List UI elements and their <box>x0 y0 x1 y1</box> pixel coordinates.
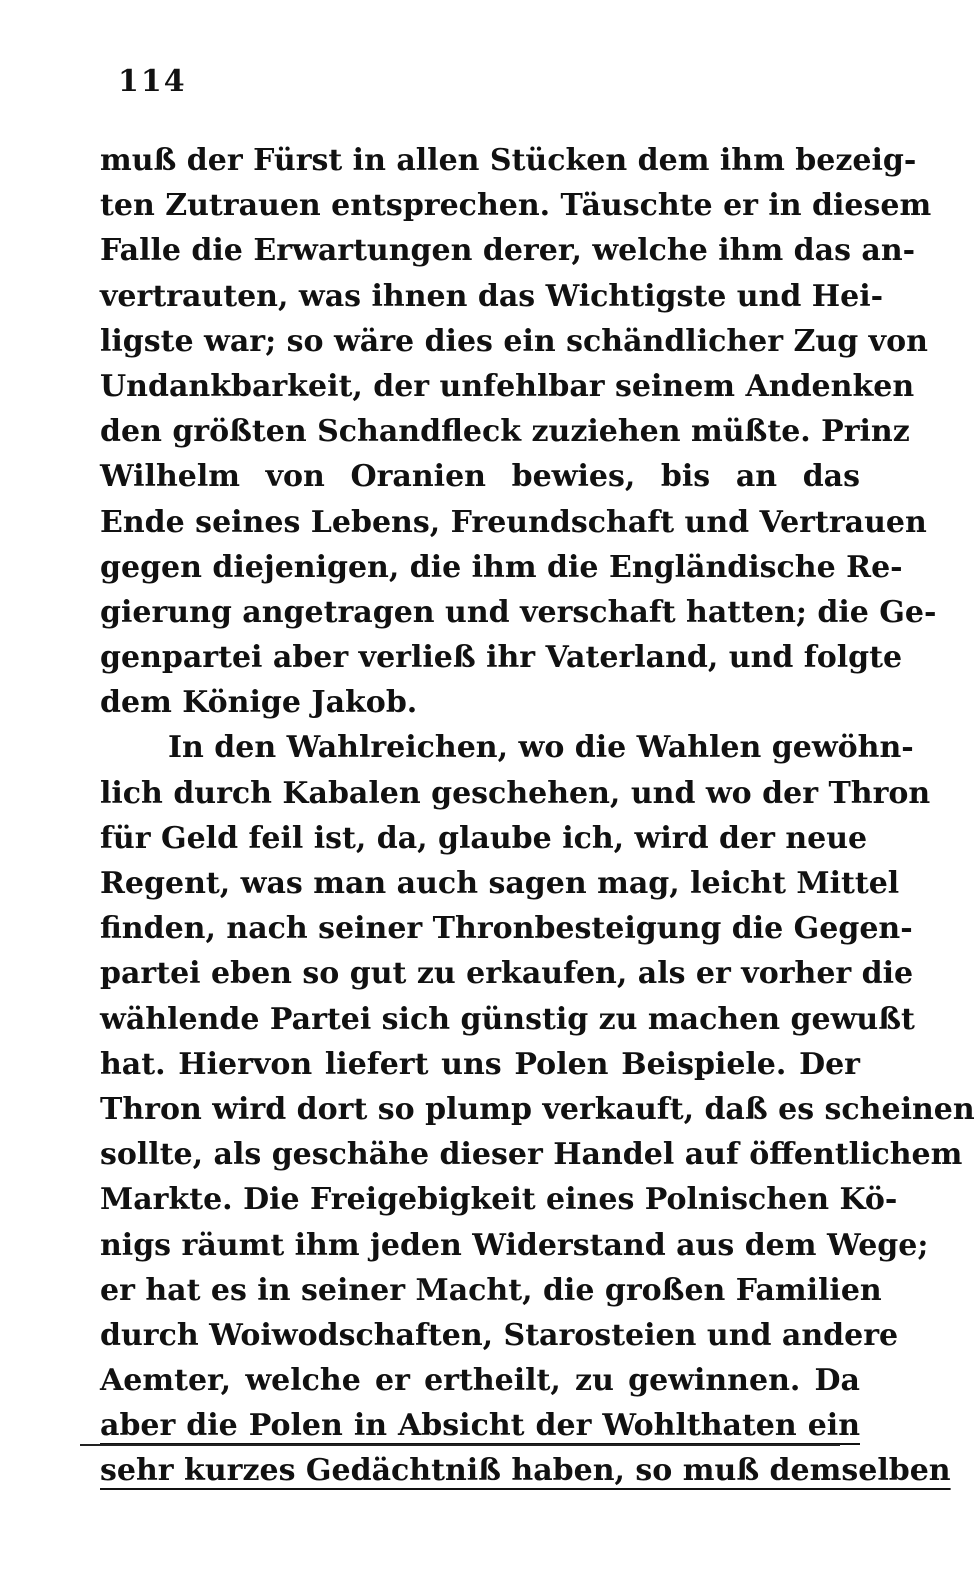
text-line: Falle die Erwartungen derer, welche ihm das an- <box>100 233 916 269</box>
text-line: für Geld feil ist, da, glaube ich, wird der neue <box>100 820 868 856</box>
underlined-text-line: sehr kurzes Gedächtniß haben, so muß demselben <box>100 1453 951 1489</box>
text-line: gierung angetragen und verschaft hatten; die Ge- <box>100 594 937 630</box>
text-line: vertrauten, was ihnen das Wichtigste und Hei- <box>100 278 884 314</box>
hand-drawn-underline <box>80 1444 840 1446</box>
text-line: Wilhelm von Oranien bewies, bis an das <box>100 459 860 495</box>
text-line: er hat es in seiner Macht, die großen Familien <box>100 1272 882 1308</box>
text-line: gegen diejenigen, die ihm die Engländische Re- <box>100 549 903 585</box>
text-line: hat. Hiervon liefert uns Polen Beispiele. Der <box>100 1046 860 1082</box>
text-line: Regent, was man auch sagen mag, leicht Mittel <box>100 866 900 901</box>
text-line: genpartei aber verließ ihr Vaterland, und folgte <box>100 640 903 676</box>
page-number: 114 <box>118 64 187 99</box>
text-line: Ende seines Lebens, Freundschaft und Vertrauen <box>100 504 927 540</box>
text-line: dem Könige Jakob. <box>100 685 418 721</box>
text-line: Thron wird dort so plump verkauft, daß es scheinen <box>100 1091 975 1127</box>
text-line: muß der Fürst in allen Stücken dem ihm bezeig- <box>100 143 917 178</box>
body-text <box>100 138 975 1494</box>
text-line: finden, nach seiner Thronbesteigung die Gegen- <box>100 911 913 947</box>
text-line: wählende Partei sich günstig zu machen gewußt <box>100 1001 915 1037</box>
text-line: In den Wahlreichen, wo die Wahlen gewöhn- <box>168 730 914 766</box>
text-line: sollte, als geschähe dieser Handel auf öffentlichem <box>100 1137 963 1173</box>
paragraph-1 <box>100 138 937 725</box>
text-line: ten Zutrauen entsprechen. Täuschte er in diesem <box>100 188 932 224</box>
text-line: den größten Schandfleck zuziehen müßte. Prinz <box>100 414 910 450</box>
text-line: lich durch Kabalen geschehen, und wo der Thron <box>100 775 931 811</box>
text-line: partei eben so gut zu erkaufen, als er vorher die <box>100 956 914 992</box>
text-line: ligste war; so wäre dies ein schändlicher Zug von <box>100 323 928 359</box>
paragraph-2 <box>100 725 975 1493</box>
underlined-text-line: aber die Polen in Absicht der Wohlthaten ein <box>100 1408 860 1444</box>
text-line: Aemter, welche er ertheilt, zu gewinnen. Da <box>100 1363 860 1399</box>
text-line: Undankbarkeit, der unfehlbar seinem Andenken <box>100 368 915 404</box>
text-line: durch Woiwodschaften, Starosteien und andere <box>100 1317 899 1353</box>
text-line: Markte. Die Freigebigkeit eines Polnischen Kö- <box>100 1182 898 1218</box>
text-line: nigs räumt ihm jeden Widerstand aus dem Wege; <box>100 1227 929 1263</box>
